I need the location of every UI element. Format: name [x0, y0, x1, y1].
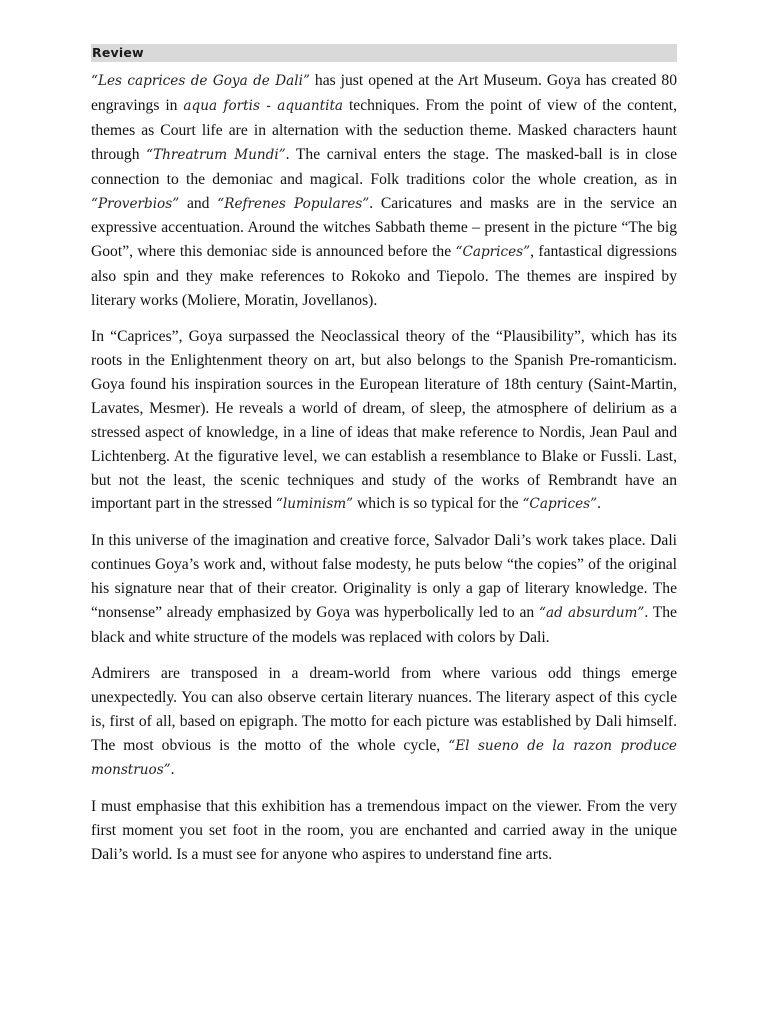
text-run: Admirers are transposed in a dream-world from where various odd things emerge unexpectedly. You can also observe certain literary nuances. The literary aspect of this cycle is, first of all, based on epigraph. The motto for each picture was established by Dali himself. The most obvious is the motto of the whole cycle,: [91, 664, 677, 754]
text-run: techniques. From the point of view of the content, themes as Court life are in alternation with the seduction theme. Masked characters haunt through: [91, 96, 677, 163]
quoted-title: “Les caprices de Goya de Dali”: [91, 73, 310, 89]
text-run: . Caricatures and masks are in the service an expressive accentuation. Around the witches Sabbath theme – present in the picture “The big Goot”, where this demoniac side is announced before the: [91, 194, 677, 261]
text-run: which is so typical for the: [353, 495, 523, 513]
quoted-title: “luminism”: [275, 496, 354, 513]
text-run: In this universe of the imagination and creative force, Salvador Dali’s work takes place. Dali continues Goya’s work and, without false modesty, he puts below “the copies” of the original his signature near that of their creator. Originality is only a gap of literary knowledge. The “nonsense” already emphasized by Goya was hyperbolically led to an: [91, 532, 677, 622]
quoted-title: “Caprices”: [522, 496, 598, 513]
paragraph-5: [91, 795, 677, 867]
text-run: , fantastical digressions also spin and they make references to Rokoko and Tiepolo. The themes are inspired by literary works (Moliere, Moratin, Jovellanos).: [91, 243, 677, 310]
text-run: has just opened at the Art Museum. Goya has created 80 engravings in: [91, 72, 677, 114]
quoted-title: “Proverbios”: [91, 195, 180, 212]
quoted-title: “Threatrum Mundi”: [146, 146, 286, 163]
quoted-title: “ad absurdum”: [539, 605, 645, 622]
text-run: I must emphasise that this exhibition has a tremendous impact on the viewer. From the very first moment you set foot in the room, you are enchanted and carried away in the unique Dali’s world. Is a must see for anyone who aspires to understand fine arts.: [91, 798, 677, 864]
paragraph-4: [91, 662, 677, 784]
text-run: .: [597, 495, 601, 513]
section-heading: Review: [91, 44, 677, 62]
text-run: . The carnival enters the stage. The masked-ball is in close connection to the demoniac and magical. Folk traditions color the whole creation, as in: [91, 145, 677, 188]
text-run: In “Caprices”, Goya surpassed the Neoclassical theory of the “Plausibility”, which has its roots in the Enlightenment theory on art, but also belongs to the Spanish Pre-romanticism. Goya found his inspiration sources in the European literature of 18th century (Saint-Martin, Lavates, Mesmer). He reveals a world of dream, of sleep, the atmosphere of delirium as a stressed aspect of knowledge, in a line of ideas that make reference to Nordis, Jean Paul and Lichtenberg. At the figurative level, we can establish a resemblance to Blake or Fussli. Last, but not the least, the scenic techniques and study of the works of Rembrandt have an important part in the stressed: [91, 328, 677, 513]
paragraph-1: [91, 69, 677, 313]
quoted-title: “Refrenes Populares”: [217, 195, 370, 212]
text-run: .: [170, 761, 175, 779]
text-run: and: [179, 194, 218, 212]
text-run: . The black and white structure of the models was replaced with colors by Dali.: [91, 604, 677, 646]
document-page: [91, 44, 677, 879]
quoted-title: “Caprices”: [455, 244, 531, 261]
quoted-title: aqua fortis - aquantita: [183, 97, 344, 114]
paragraph-3: [91, 529, 677, 650]
quoted-title: “El sueno de la razon produce monstruos”: [91, 737, 677, 779]
paragraph-2: [91, 325, 677, 517]
